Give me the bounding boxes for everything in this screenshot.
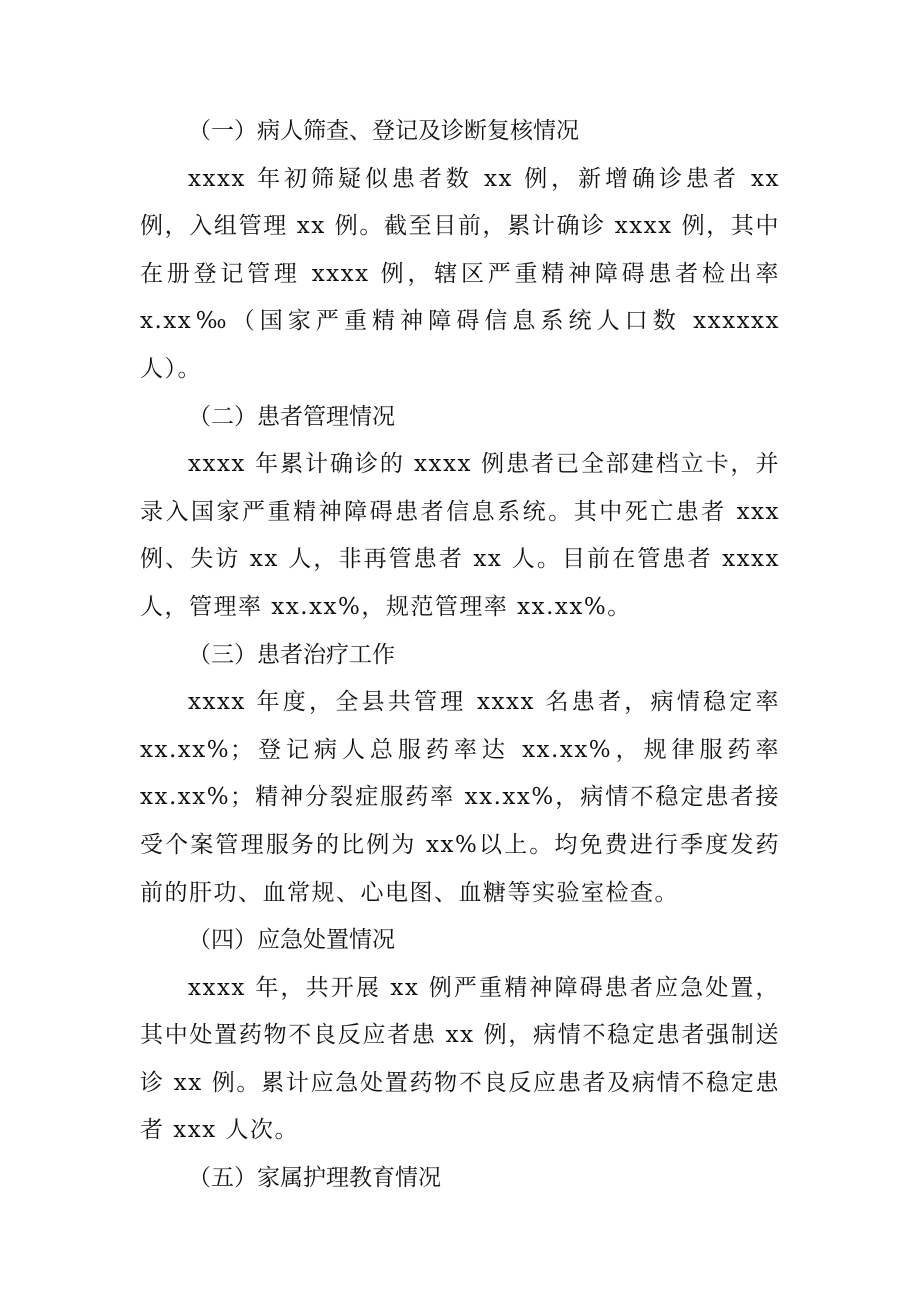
section-heading-1: （一）病人筛查、登记及诊断复核情况: [188, 118, 579, 144]
section-paragraph-3: xxxx 年度，全县共管理 xxxx 名患者，病情稳定率 xx.xx%；登记病人总服药率达 xx.xx%，规律服药率 xx.xx%；精神分裂症服药率 xx.xx%，病情不稳定患者接受个案管理服务的比例为 xx%以上。均免费进行季度发药前的肝功、血常规、心电图、血糖等实验室检查。: [140, 689, 780, 906]
section-heading-5: （五）家属护理教育情况: [188, 1165, 441, 1192]
section-heading-3: （三）患者治疗工作: [188, 641, 395, 668]
section-paragraph-4: xxxx 年，共开展 xx 例严重精神障碍患者应急处置，其中处置药物不良反应者患 xx 例，病情不稳定患者强制送诊 xx 例。累计应急处置药物不良反应患者及病情不稳定患者 xxx 人次。: [140, 974, 780, 1144]
section-paragraph-2: xxxx 年累计确诊的 xxxx 例患者已全部建档立卡，并录入国家严重精神障碍患者信息系统。其中死亡患者 xxx 例、失访 xx 人，非再管患者 xx 人。目前在管患者 xxxx 人，管理率 xx.xx%，规范管理率 xx.xx%。: [140, 451, 780, 620]
section-paragraph-1: xxxx 年初筛疑似患者数 xx 例，新增确诊患者 xx 例，入组管理 xx 例。截至目前，累计确诊 xxxx 例，其中在册登记管理 xxxx 例，辖区严重精神障碍患者检出率 x.xx‰（国家严重精神障碍信息系统人口数 xxxxxx 人）。: [140, 165, 780, 382]
section-heading-2: （二）患者管理情况: [188, 403, 395, 430]
document-body: [140, 108, 780, 1203]
section-heading-4: （四）应急处置情况: [188, 927, 395, 954]
